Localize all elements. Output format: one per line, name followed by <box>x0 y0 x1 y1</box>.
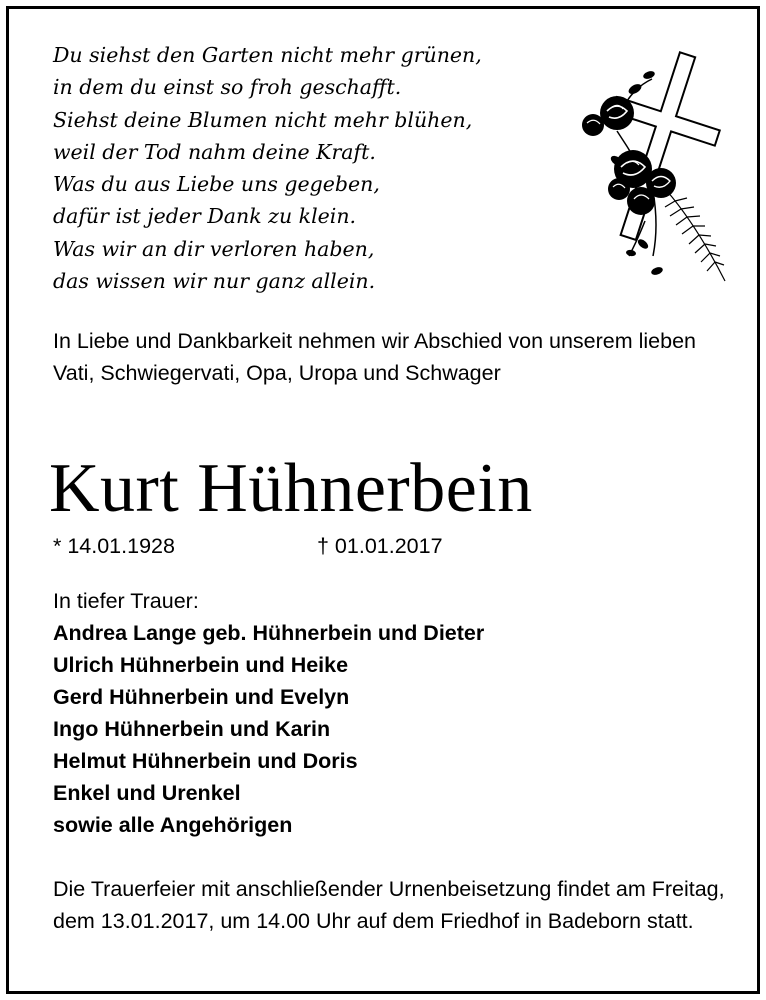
poem-line: Siehst deine Blumen nicht mehr blühen, <box>53 107 473 132</box>
cross-with-roses-icon <box>557 41 737 287</box>
poem-line: dafür ist jeder Dank zu klein. <box>53 204 357 229</box>
poem-line: Was wir an dir verloren haben, <box>53 236 375 261</box>
funeral-notice: Die Trauerfeier mit anschließender Urnenbeisetzung findet am Freitag, dem 13.01.2017, um 14.00 Uhr auf dem Friedhof in Badeborn statt. <box>53 877 725 933</box>
mourners-heading: In tiefer Trauer: <box>53 589 199 613</box>
poem-line: das wissen wir nur ganz allein. <box>53 269 376 294</box>
mourner-name: Helmut Hühnerbein und Doris <box>53 749 358 773</box>
mourner-name: Ulrich Hühnerbein und Heike <box>53 653 349 677</box>
mourner-name: Gerd Hühnerbein und Evelyn <box>53 685 350 709</box>
mourners-list <box>53 585 733 841</box>
deceased-name: Kurt Hühnerbein <box>49 450 533 527</box>
poem <box>53 39 573 297</box>
poem-line: Du siehst den Garten nicht mehr grünen, <box>53 43 482 67</box>
death-date: † 01.01.2017 <box>317 534 443 558</box>
mourner-name: Enkel und Urenkel <box>53 781 241 805</box>
obituary-frame <box>6 6 760 994</box>
life-dates <box>53 529 653 563</box>
farewell-text: In Liebe und Dankbarkeit nehmen wir Abschied von unserem lieben Vati, Schwiegervati, Opa, Uropa und Schwager <box>53 329 697 385</box>
birth-date: * 14.01.1928 <box>53 534 175 558</box>
mourner-name: Ingo Hühnerbein und Karin <box>53 717 331 741</box>
poem-line: weil der Tod nahm deine Kraft. <box>53 139 376 164</box>
poem-line: in dem du einst so froh geschafft. <box>53 75 402 100</box>
poem-line: Was du aus Liebe uns gegeben, <box>53 172 380 197</box>
mourner-name: Andrea Lange geb. Hühnerbein und Dieter <box>53 621 485 645</box>
mourner-name: sowie alle Angehörigen <box>53 813 293 837</box>
